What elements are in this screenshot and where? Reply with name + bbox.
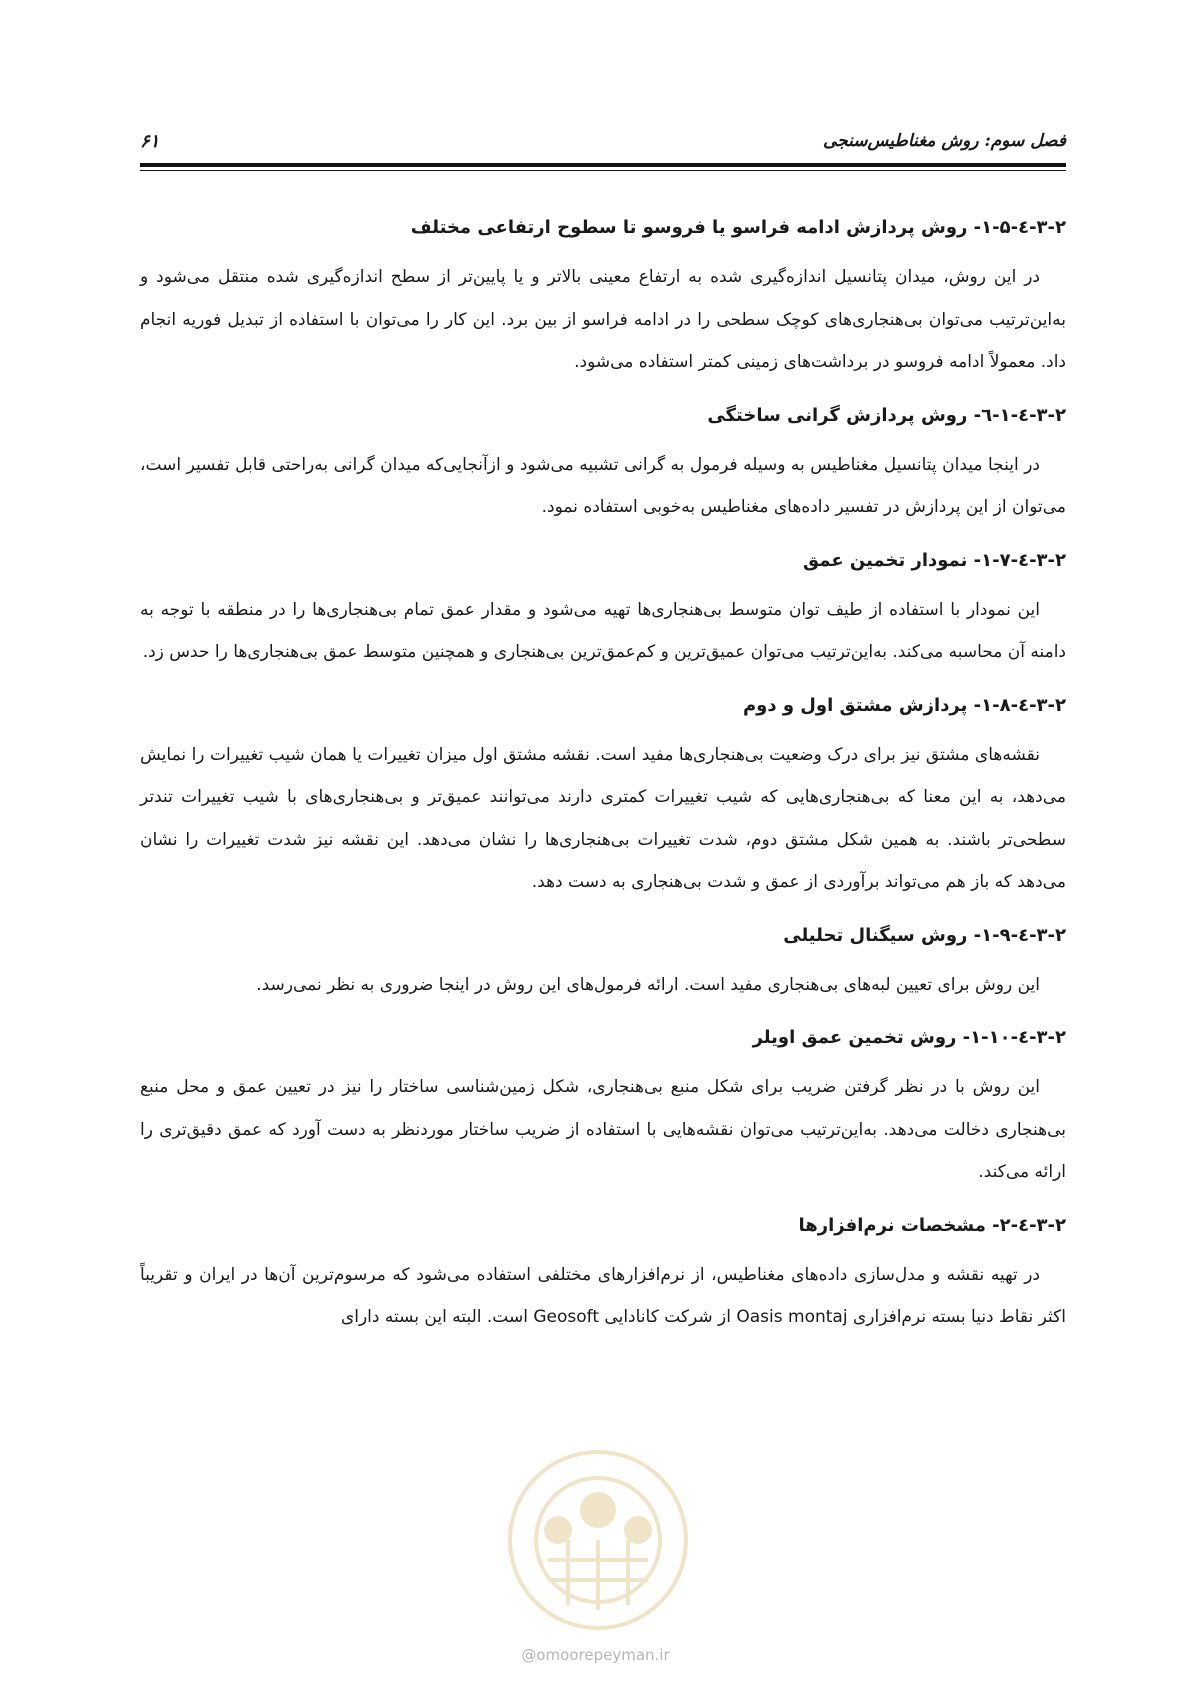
section-depth-estimation-plot [140, 543, 1066, 674]
header-rule-thick [140, 163, 1066, 167]
section-paragraph: این نمودار با استفاده از طیف توان متوسط بی‌هنجاری‌ها تهیه می‌شود و مقدار عمق تمام بی‌هنجاری‌ها را در منطقه با توجه به دامنه آن محاسبه می‌کند. به‌این‌ترتیب می‌توان عمیق‌ترین و کم‌عمق‌ترین بی‌هنجاری و همچنین متوسط عمق بی‌هنجاری‌ها را حدس زد. [140, 599, 1066, 662]
section-heading: ۳-۲-٤-۱-٦- روش پردازش گرانی ساختگی [707, 404, 1066, 426]
section-upward-downward-continuation [140, 210, 1066, 384]
section-heading: ۳-۲-٤-۱-۷- نمودار تخمین عمق [803, 549, 1066, 571]
section-software-specs [140, 1208, 1066, 1339]
page-body [140, 210, 1066, 1353]
section-heading: ۳-۲-٤-۱-۸- پردازش مشتق اول و دوم [742, 694, 1066, 716]
header-rule-thin [140, 170, 1066, 171]
section-paragraph: در این روش، میدان پتانسیل اندازه‌گیری شده به ارتفاع معینی بالاتر و یا پایین‌تر از سطح اندازه‌گیری شده منتقل می‌شود و به‌این‌ترتیب می‌توان بی‌هنجاری‌های کوچک سطحی را در ادامه فراسو از بین برد. این کار را می‌توان با استفاده از تبدیل فوریه انجام داد. معمولاً ادامه فروسو در برداشت‌های زمینی کمتر استفاده می‌شود. [140, 267, 1066, 372]
section-heading: ۳-۲-٤-۱-۹- روش سیگنال تحلیلی [783, 924, 1066, 946]
at-icon: @ [521, 1646, 537, 1664]
section-paragraph: این روش با در نظر گرفتن ضریب برای شکل منبع بی‌هنجاری، شکل زمین‌شناسی ساختار را نیز در تعیین عمق و محل منبع بی‌هنجاری دخالت می‌دهد. به‌این‌ترتیب می‌توان نقشه‌هایی با استفاده از ضریب ساختار موردنظر به دست آورد که عمق دقیق‌تری را ارائه می‌کند. [140, 1077, 1066, 1182]
section-heading: ۳-۲-٤-۱-۱۰- روش تخمین عمق اویلر [752, 1027, 1066, 1048]
chapter-title: فصل سوم: روش مغناطیس‌سنجی [823, 131, 1066, 151]
section-paragraph: این روش برای تعیین لبه‌های بی‌هنجاری مفید است. ارائه فرمول‌های این روش در اینجا ضروری به نظر نمی‌رسد. [256, 974, 1040, 995]
section-pseudo-gravity [140, 398, 1066, 529]
section-paragraph: در اینجا میدان پتانسیل مغناطیس به وسیله فرمول به گرانی تشبیه می‌شود و ازآنجایی‌که میدان گرانی به‌راحتی قابل تفسیر است، می‌توان از این پردازش در تفسیر داده‌های مغناطیس به‌خوبی استفاده نمود. [140, 454, 1066, 517]
section-heading: ۳-۲-٤-۱-۵- روش پردازش ادامه فراسو یا فروسو تا سطوح ارتفاعی مختلف [410, 217, 1066, 238]
watermark-url [0, 1646, 1191, 1664]
section-paragraph: نقشه‌های مشتق نیز برای درک وضعیت بی‌هنجاری‌ها مفید است. نقشه مشتق اول میزان تغییرات یا همان شیب تغییرات را نمایش می‌دهد، به این معنا که بی‌هنجاری‌هایی که شیب تغییرات کمتری دارند می‌توانند عمیق‌تر و بی‌هنجاری‌های با شیب تغییرات تندتر سطحی‌تر باشند. به همین شکل مشتق دوم، شدت تغییرات بی‌هنجاری‌ها را نشان می‌دهد. این نقشه نیز شدت تغییرات را نشان می‌دهد که باز هم می‌تواند برآوردی از عمق و شدت بی‌هنجاری به دست دهد. [140, 744, 1066, 892]
running-header [140, 125, 1066, 159]
watermark-url-text: omoorepeyman.ir [536, 1646, 670, 1664]
section-analytic-signal [140, 918, 1066, 1007]
section-euler-depth [140, 1020, 1066, 1194]
page-number: ۶۱ [140, 131, 160, 152]
section-paragraph: در تهیه نقشه و مدل‌سازی داده‌های مغناطیس، از نرم‌افزارهای مختلفی استفاده می‌شود که مرسوم‌ترین آن‌ها در ایران و تقریباً اکثر نقاط دنیا بسته نرم‌افزاری Oasis montaj از شرکت کانادایی Geosoft است. البته این بسته دارای [140, 1264, 1066, 1327]
section-heading: ۳-۲-٤-۲- مشخصات نرم‌افزارها [798, 1214, 1066, 1236]
section-derivatives [140, 688, 1066, 904]
